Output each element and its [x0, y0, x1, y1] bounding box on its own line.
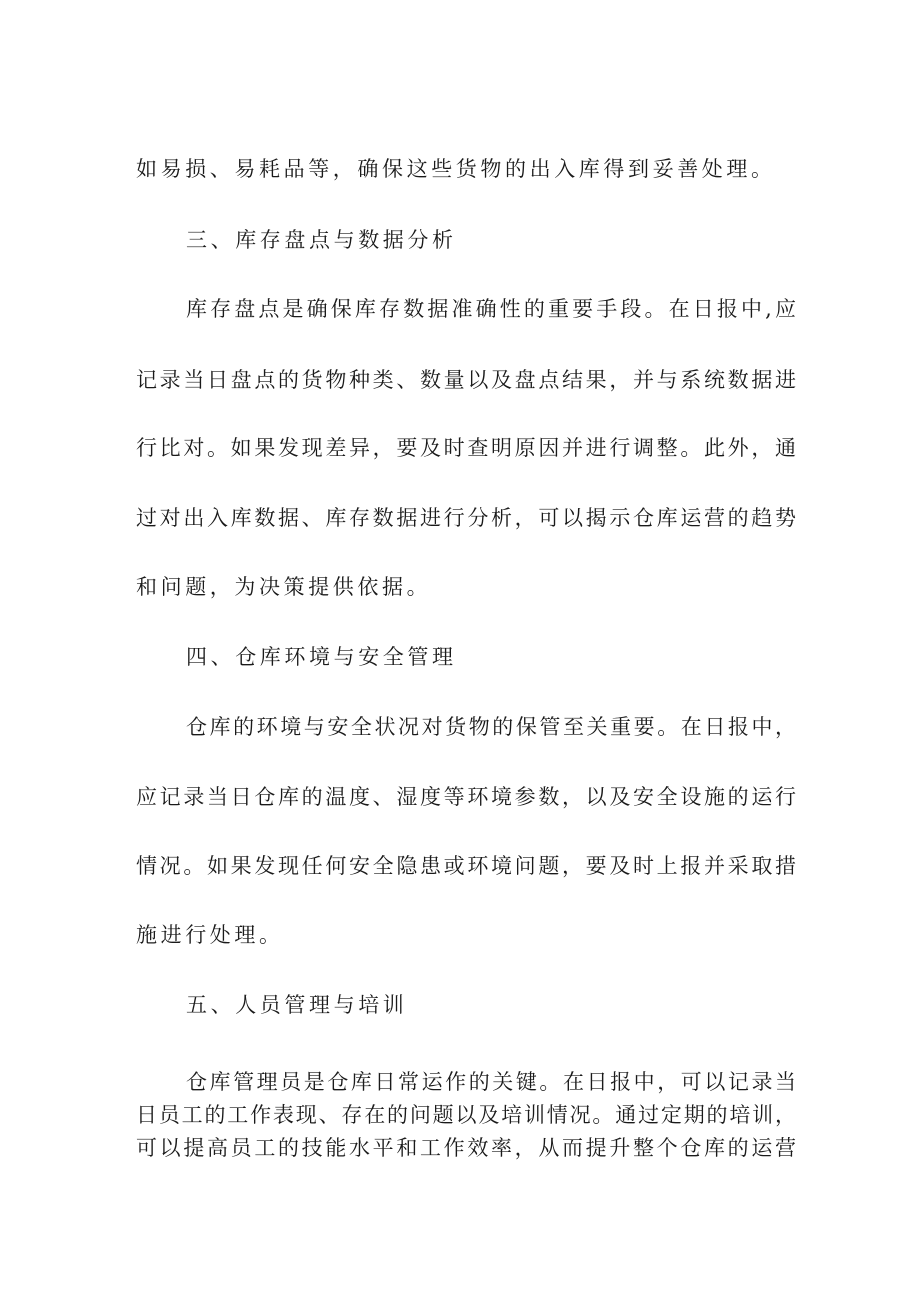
- section-heading-environment-safety: 四、仓库环境与安全管理: [186, 645, 457, 669]
- paragraph-line: 施进行处理。: [136, 923, 284, 947]
- paragraph-line: 行比对。如果发现差异，要及时查明原因并进行调整。此外，通: [136, 436, 796, 460]
- paragraph-line: 仓库管理员是仓库日常运作的关键。在日报中，可以记录当: [186, 1070, 796, 1094]
- paragraph-line: 和问题，为决策提供依据。: [136, 575, 432, 599]
- paragraph-line: 过对出入库数据、库存数据进行分析，可以揭示仓库运营的趋势: [136, 506, 796, 530]
- paragraph-continuation-line: 如易损、易耗品等，确保这些货物的出入库得到妥善处理。: [136, 157, 776, 181]
- paragraph-line: 仓库的环境与安全状况对货物的保管至关重要。在日报中，: [186, 715, 796, 739]
- section-heading-inventory: 三、库存盘点与数据分析: [186, 228, 457, 252]
- paragraph-line: 应记录当日仓库的温度、湿度等环境参数，以及安全设施的运行: [136, 785, 796, 809]
- paragraph-line: 记录当日盘点的货物种类、数量以及盘点结果，并与系统数据进: [136, 368, 796, 392]
- paragraph-line: 日员工的工作表现、存在的问题以及培训情况。通过定期的培训，: [136, 1103, 796, 1127]
- section-heading-personnel: 五、人员管理与培训: [186, 993, 408, 1017]
- paragraph-line: 情况。如果发现任何安全隐患或环境问题，要及时上报并采取措: [136, 854, 796, 878]
- paragraph-line: 库存盘点是确保库存数据准确性的重要手段。在日报中,应: [186, 297, 796, 321]
- paragraph-line: 可以提高员工的技能水平和工作效率，从而提升整个仓库的运营: [136, 1136, 796, 1160]
